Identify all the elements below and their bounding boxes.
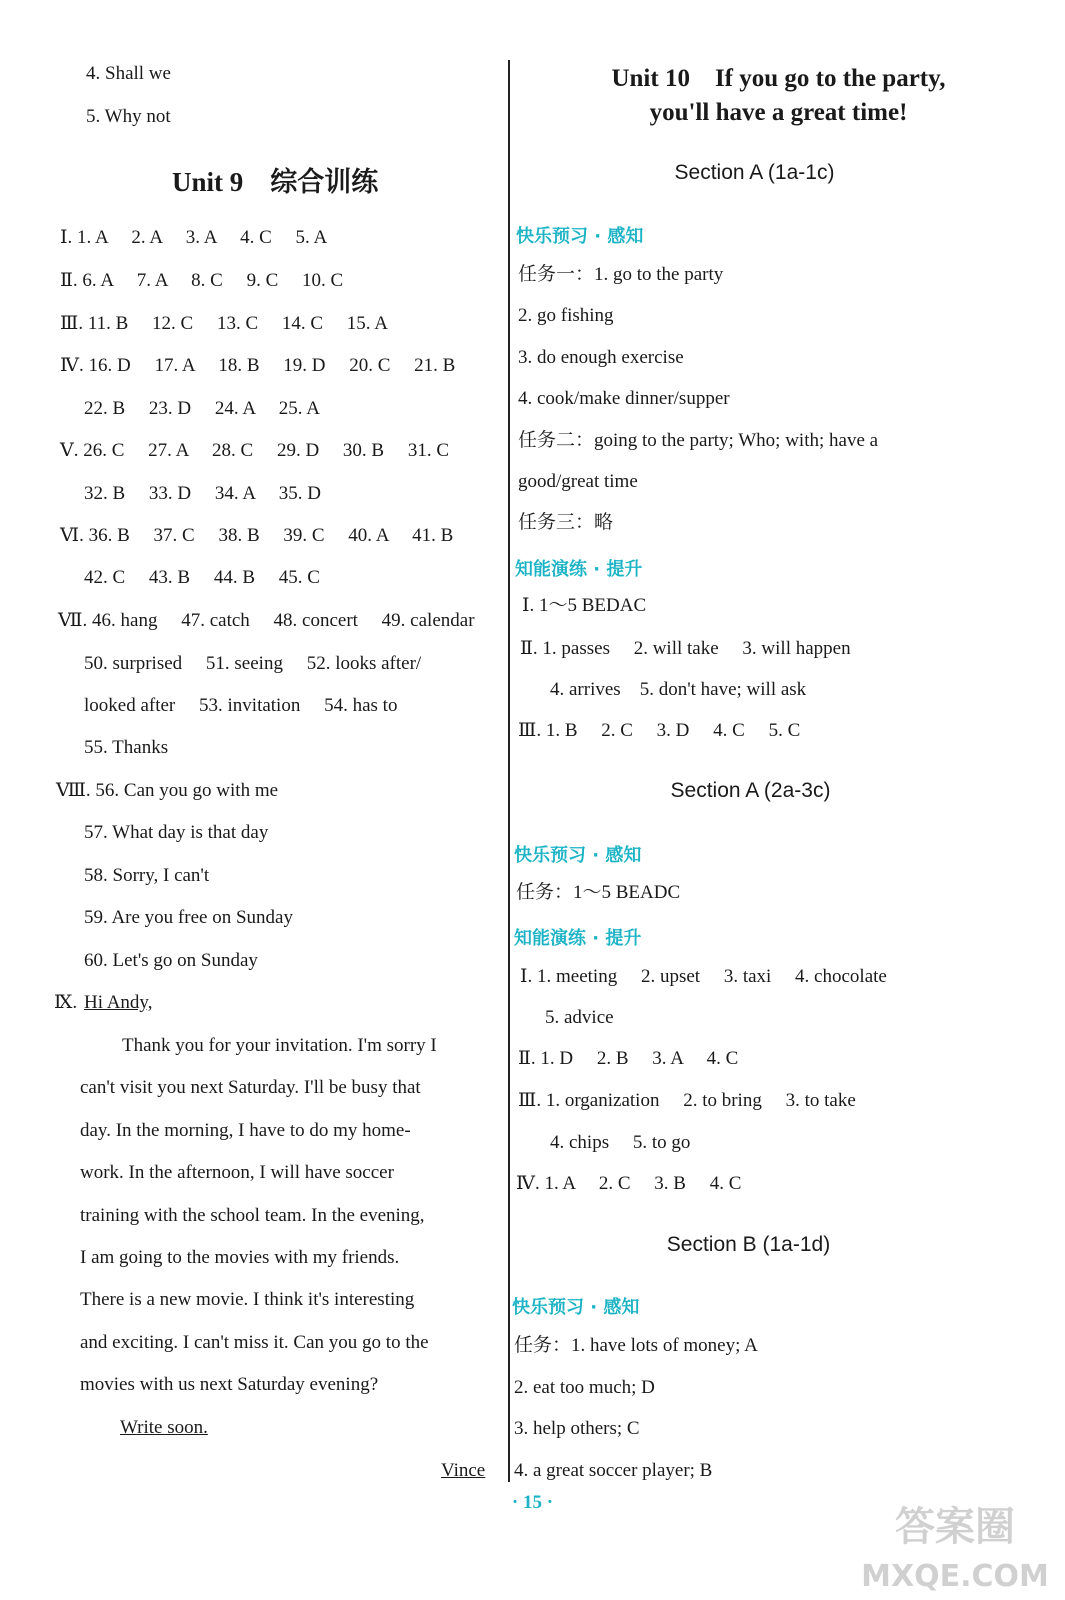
answer-line: Ⅰ. 1. meeting 2. upset 3. taxi 4. chocolate bbox=[520, 966, 887, 987]
answer-line: 42. C 43. B 44. B 45. C bbox=[84, 567, 320, 588]
letter-line: Thank you for your invitation. I'm sorry I bbox=[122, 1035, 437, 1056]
answer-line: 60. Let's go on Sunday bbox=[84, 950, 258, 971]
answer-line: 4. a great soccer player; B bbox=[514, 1460, 713, 1481]
answer-line: Ⅰ. 1～5 BEDAC bbox=[522, 595, 647, 616]
answer-line: looked after 53. invitation 54. has to bbox=[84, 695, 398, 716]
section-title: Section A (2a-3c) bbox=[670, 779, 831, 802]
letter-label: Ⅸ. bbox=[54, 992, 78, 1013]
svg-text:MXQE.COM: MXQE.COM bbox=[861, 1559, 1049, 1594]
answer-line: Ⅵ. 36. B 37. C 38. B 39. C 40. A 41. B bbox=[60, 525, 454, 546]
answer-line: 59. Are you free on Sunday bbox=[84, 907, 293, 928]
section-title: Section A (1a-1c) bbox=[674, 161, 835, 184]
letter-greeting: Hi Andy, bbox=[84, 992, 153, 1013]
answer-line: 22. B 23. D 24. A 25. A bbox=[84, 398, 320, 419]
answer-line: Ⅳ. 1. A 2. C 3. B 4. C bbox=[516, 1173, 742, 1194]
answer-line: good/great time bbox=[518, 471, 638, 492]
answer-line: 任务：1. have lots of money; A bbox=[514, 1335, 758, 1356]
answer-line: Ⅰ. 1. A 2. A 3. A 4. C 5. A bbox=[60, 227, 328, 248]
answer-line: 4. cook/make dinner/supper bbox=[518, 388, 730, 409]
answer-line: 57. What day is that day bbox=[84, 822, 269, 843]
answer-line: 4. Shall we bbox=[86, 63, 171, 84]
answer-line: 2. go fishing bbox=[518, 305, 614, 326]
practice-heading: 知能演练 · 提升 bbox=[514, 928, 642, 949]
answer-line: Ⅳ. 16. D 17. A 18. B 19. D 20. C 21. B bbox=[60, 355, 456, 376]
answer-line: 3. help others; C bbox=[514, 1418, 640, 1439]
answer-line: Ⅲ. 1. B 2. C 3. D 4. C 5. C bbox=[518, 720, 801, 741]
answer-line: Ⅱ. 1. D 2. B 3. A 4. C bbox=[518, 1048, 739, 1069]
answer-line: 2. eat too much; D bbox=[514, 1377, 655, 1398]
letter-line: day. In the morning, I have to do my home- bbox=[80, 1119, 411, 1141]
letter-line: I am going to the movies with my friends. bbox=[80, 1247, 400, 1269]
answer-line: Ⅶ. 46. hang 47. catch 48. concert 49. calendar bbox=[58, 610, 475, 631]
answer-line: 任务：1～5 BEADC bbox=[516, 882, 681, 903]
watermark-text: 答案圈 bbox=[895, 1504, 1015, 1550]
letter-closing: Write soon. bbox=[120, 1417, 208, 1438]
letter-line: and exciting. I can't miss it. Can you go to the bbox=[80, 1331, 429, 1353]
section-title: Section B (1a-1d) bbox=[666, 1233, 831, 1256]
answer-line: 任务三：略 bbox=[518, 512, 614, 533]
letter-line: can't visit you next Saturday. I'll be busy that bbox=[80, 1077, 421, 1099]
letter-line: training with the school team. In the evening, bbox=[80, 1204, 425, 1226]
answer-line: Ⅴ. 26. C 27. A 28. C 29. D 30. B 31. C bbox=[60, 440, 450, 461]
answer-line: Ⅷ. 56. Can you go with me bbox=[56, 780, 279, 801]
answer-line: 4. chips 5. to go bbox=[550, 1132, 691, 1153]
answer-line: 5. Why not bbox=[86, 106, 171, 127]
preview-heading: 快乐预习 · 感知 bbox=[514, 845, 642, 866]
letter-line: movies with us next Saturday evening? bbox=[80, 1374, 379, 1396]
answer-line: Ⅲ. 11. B 12. C 13. C 14. C 15. A bbox=[60, 313, 388, 334]
page-number: · 15 · bbox=[511, 1492, 554, 1513]
unit9-title: Unit 9 综合训练 bbox=[172, 167, 379, 197]
answer-line: Ⅱ. 1. passes 2. will take 3. will happen bbox=[520, 638, 851, 659]
practice-heading: 知能演练 · 提升 bbox=[515, 559, 643, 580]
answer-line: 5. advice bbox=[545, 1007, 614, 1028]
answer-line: 4. arrives 5. don't have; will ask bbox=[550, 679, 807, 700]
answer-line: Ⅱ. 6. A 7. A 8. C 9. C 10. C bbox=[60, 270, 344, 291]
answer-line: 50. surprised 51. seeing 52. looks after/ bbox=[84, 653, 422, 674]
answer-line: 55. Thanks bbox=[84, 737, 169, 758]
preview-heading: 快乐预习 · 感知 bbox=[512, 1297, 640, 1318]
letter-body bbox=[80, 1025, 492, 1407]
answer-line: 任务二：going to the party; Who; with; have a bbox=[518, 430, 879, 451]
letter-line: There is a new movie. I think it's interesting bbox=[80, 1289, 415, 1311]
answer-line: 32. B 33. D 34. A 35. D bbox=[84, 483, 321, 504]
letter-signature: Vince bbox=[441, 1460, 486, 1481]
answer-line: 任务一：1. go to the party bbox=[518, 264, 724, 285]
preview-heading: 快乐预习 · 感知 bbox=[516, 226, 644, 247]
unit10-title-line1: Unit 10 If you go to the party, bbox=[611, 65, 946, 92]
answer-line: 3. do enough exercise bbox=[518, 347, 684, 368]
watermark-logo bbox=[855, 1488, 1055, 1598]
letter-line: work. In the afternoon, I will have soccer bbox=[80, 1162, 394, 1184]
column-divider bbox=[508, 60, 510, 1482]
answer-line: 58. Sorry, I can't bbox=[84, 865, 210, 886]
unit10-title-line2: you'll have a great time! bbox=[649, 99, 908, 126]
answer-line: Ⅲ. 1. organization 2. to bring 3. to take bbox=[518, 1090, 856, 1111]
